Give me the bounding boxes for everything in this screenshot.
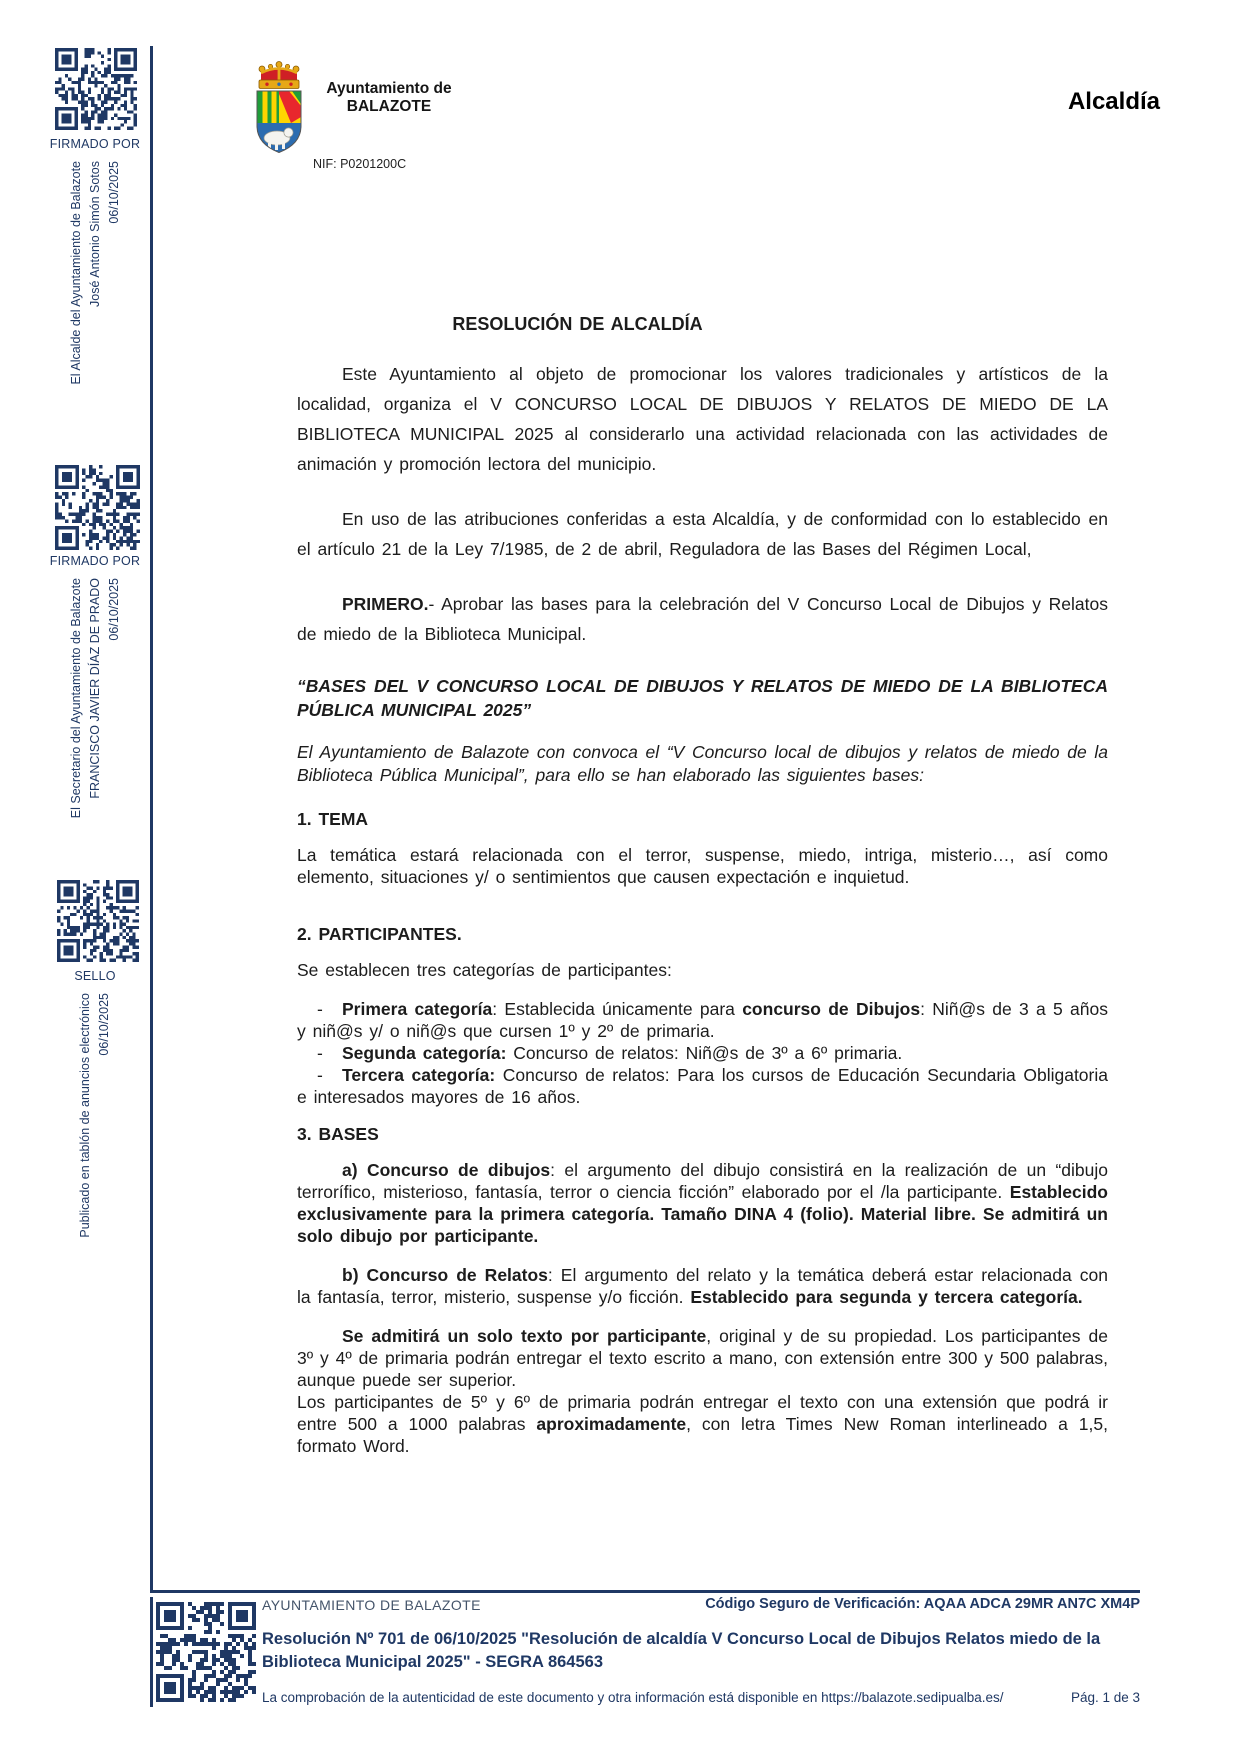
paragraph — [297, 741, 1108, 787]
org-name-line2: BALAZOTE — [346, 98, 432, 115]
text-run: Los participantes de 5º y 6º de primaria podrán entregar el texto con una extensión que podrá ir entre 500 a 1000 palabras — [297, 1392, 1108, 1434]
paragraph — [297, 589, 1108, 649]
text-run: Se admitirá un solo texto por participante — [342, 1326, 707, 1346]
text-run: b) Concurso de Relatos — [342, 1265, 548, 1285]
signature-qr-code — [55, 465, 140, 555]
document-title — [297, 314, 1108, 335]
signer-role: El Secretario del Ayuntamiento de Balazote — [69, 578, 83, 819]
paragraph — [297, 674, 1108, 722]
seal-date: 06/10/2025 — [97, 993, 111, 1056]
list-item — [297, 1042, 1108, 1064]
paragraph — [297, 959, 1108, 981]
text-run: El Ayuntamiento de Balazote con convoca el “V Concurso local de dibujos y relatos de miedo de la Biblioteca Pública Municipal”, para ello se han elaborado las siguientes bases: — [297, 742, 1108, 785]
text-run: Este Ayuntamiento al objeto de promocionar los valores tradicionales y artísticos de la localidad, organiza el V CONCURSO LOCAL DE DIBUJOS Y RELATOS DE MIEDO DE LA BIBLIOTECA MUNICIPAL 2025 al considerarlo una actividad relacionada con las actividades de animación y promoción lectora del municipio. — [297, 364, 1108, 474]
seal-note: Publicado en tablón de anuncios electrónico — [78, 993, 92, 1238]
list-dash: - — [317, 1065, 323, 1085]
org-name — [318, 80, 460, 116]
paragraph — [297, 359, 1108, 479]
list-item — [297, 998, 1108, 1042]
verification-code: Código Seguro de Verificación: AQAA ADCA 29MR AN7C XM4P — [705, 1596, 1140, 1612]
paragraph — [297, 1391, 1108, 1457]
paragraph — [297, 504, 1108, 564]
text-run: Establecido exclusivamente para la primera categoría. Tamaño DINA 4 (folio). Material libre. Se admitirá un solo dibujo por participante. — [297, 1182, 1108, 1246]
list-dash: - — [317, 999, 323, 1019]
signature-date: 06/10/2025 — [107, 161, 121, 224]
text-run: : Niñ@s de 3 a 5 años y niñ@s y/ o niñ@s que cursen 1º y 2º de primaria. — [297, 999, 1108, 1041]
text-run: Concurso de relatos: Para los cursos de Educación Secundaria Obligatoria e interesados mayores de 16 años. — [297, 1065, 1108, 1107]
footer-qr-code — [156, 1602, 256, 1707]
list-item — [297, 1064, 1108, 1108]
text-run: En uso de las atribuciones conferidas a esta Alcaldía, y de conformidad con lo establecido en el artículo 21 de la Ley 7/1985, de 2 de abril, Reguladora de las Bases del Régimen Local, — [297, 509, 1108, 559]
seal-caption: SELLO — [74, 969, 116, 983]
seal-qr-code — [57, 880, 139, 967]
signature-qr-code — [55, 48, 137, 135]
signature-details — [67, 578, 124, 828]
text-run: PRIMERO. — [342, 594, 429, 614]
text-run: “BASES DEL V CONCURSO LOCAL DE DIBUJOS Y RELATOS DE MIEDO DE LA BIBLIOTECA PÚBLICA MUNICIPAL 2025” — [297, 676, 1108, 720]
list-dash: - — [317, 1043, 323, 1063]
text-run: Establecido para segunda y tercera categoría. — [690, 1287, 1083, 1307]
department-label: Alcaldía — [1067, 88, 1160, 115]
signature-caption: FIRMADO POR — [49, 554, 141, 568]
text-run: concurso de Dibujos — [742, 999, 921, 1019]
paragraph — [297, 1325, 1108, 1391]
text-run: Concurso de relatos: Niñ@s de 3º a 6º primaria. — [506, 1043, 903, 1063]
footer-left-rule — [150, 1597, 153, 1707]
category-list — [297, 998, 1108, 1108]
seal-details — [76, 993, 114, 1251]
paragraph — [297, 1264, 1108, 1308]
footer-separator-line — [150, 1590, 1140, 1593]
text-run: Tercera categoría: — [342, 1065, 496, 1085]
text-run: 3. BASES — [297, 1124, 379, 1144]
org-nif: NIF: P0201200C — [313, 157, 407, 171]
paragraph — [297, 1159, 1108, 1247]
footer-org-label: AYUNTAMIENTO DE BALAZOTE — [262, 1597, 481, 1613]
authenticity-note: La comprobación de la autenticidad de este documento y otra información está disponible en https://balazote.sedipualba.es/ — [262, 1690, 1004, 1705]
text-run: 2. PARTICIPANTES. — [297, 924, 462, 944]
signature-caption: FIRMADO POR — [49, 137, 141, 151]
signature-date: 06/10/2025 — [107, 578, 121, 641]
signer-name: José Antonio Simón Sotos — [88, 161, 102, 307]
text-run: a) Concurso de dibujos — [342, 1160, 551, 1180]
text-run: , con letra Times New Roman interlineado a 1,5, formato Word. — [297, 1414, 1108, 1456]
resolution-reference: Resolución Nº 701 de 06/10/2025 "Resolución de alcaldía V Concurso Local de Dibujos Relatos miedo de la Biblioteca Municipal 2025" - SEGRA 864563 — [262, 1630, 1101, 1671]
text-run: 1. TEMA — [297, 809, 369, 829]
signer-role: El Alcalde del Ayuntamiento de Balazote — [69, 161, 83, 385]
sidebar-separator-line — [150, 46, 153, 1592]
text-run: - Aprobar las bases para la celebración del V Concurso Local de Dibujos y Relatos de miedo de la Biblioteca Municipal. — [297, 594, 1108, 644]
paragraph — [297, 844, 1108, 888]
text-run: aproximadamente — [536, 1414, 687, 1434]
document-body — [297, 284, 1108, 1474]
page-number: Pág. 1 de 3 — [1070, 1690, 1140, 1705]
text-run: La temática estará relacionada con el terror, suspense, miedo, intriga, misterio…, así como elemento, situaciones y/ o sentimientos que causen expectación e inquietud. — [297, 845, 1108, 887]
text-run: , original y de su propiedad. Los participantes de 3º y 4º de primaria podrán entregar el texto escrito a mano, con extensión entre 300 y 500 palabras, aunque puede ser superior. — [297, 1326, 1108, 1390]
text-run: : El argumento del relato y la temática deberá estar relacionada con la fantasía, terror, misterio, suspense y/o ficción. — [297, 1265, 1108, 1307]
text-run: RESOLUCIÓN DE ALCALDÍA — [452, 314, 703, 334]
section-heading — [297, 809, 1108, 830]
section-heading — [297, 1124, 1108, 1145]
org-name-line1: Ayuntamiento de — [326, 80, 452, 97]
signature-details — [67, 161, 124, 393]
section-heading — [297, 924, 1108, 945]
text-run: Se establecen tres categorías de participantes: — [297, 960, 672, 980]
text-run: : el argumento del dibujo consistirá en la realización de un “dibujo terrorífico, misterioso, fantasía, terror o ciencia ficción” elaborado por el /la participante. — [297, 1160, 1108, 1202]
text-run: : Establecida únicamente para — [492, 999, 743, 1019]
text-run: Primera categoría — [342, 999, 493, 1019]
text-run: Segunda categoría: — [342, 1043, 507, 1063]
coat-of-arms — [250, 56, 308, 158]
signer-name: FRANCISCO JAVIER DÍAZ DE PRADO — [88, 578, 102, 799]
